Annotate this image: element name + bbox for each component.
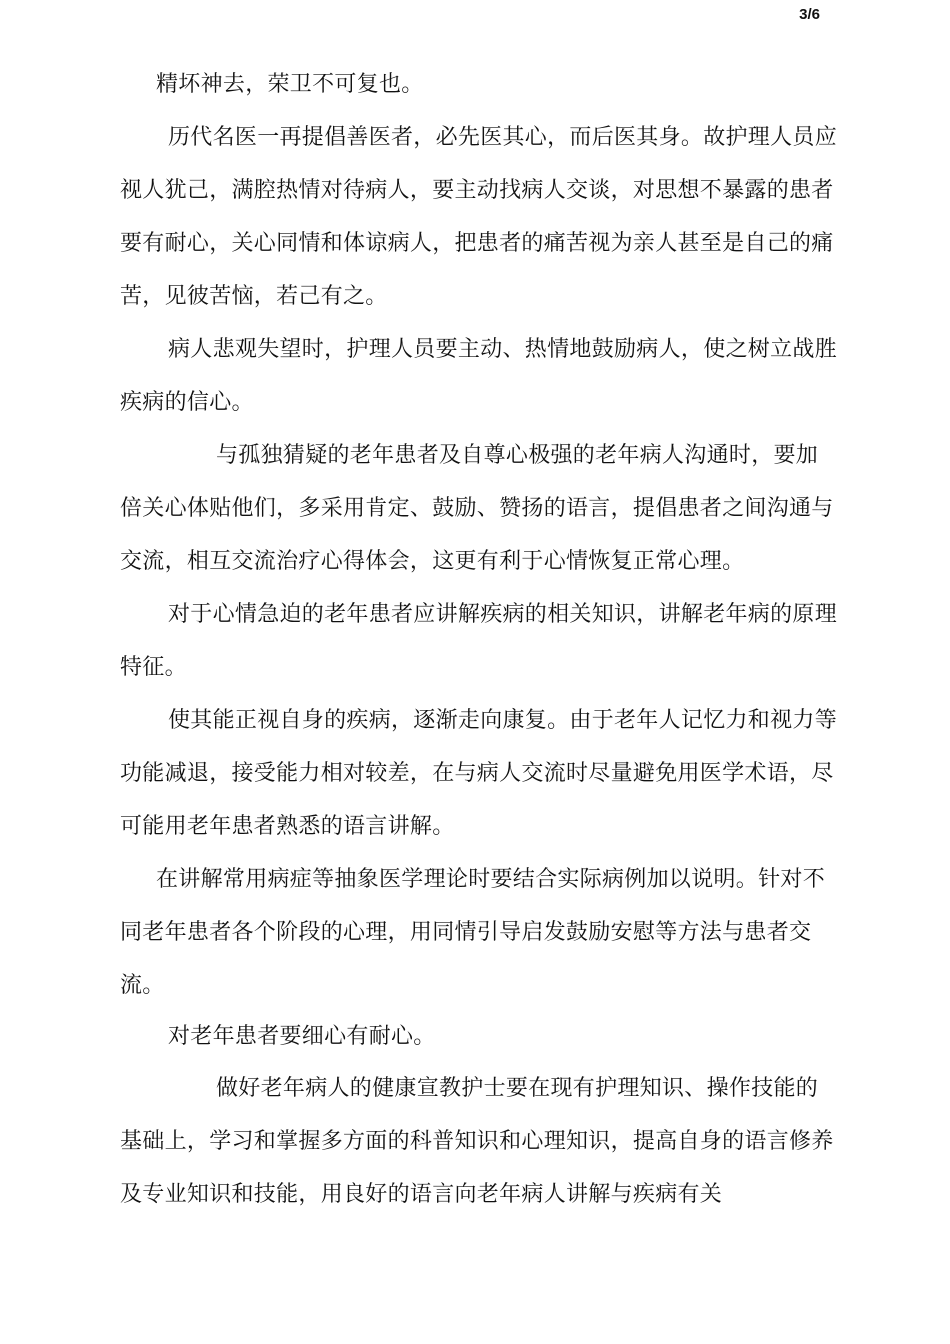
page-number: 3/6 — [799, 6, 820, 23]
paragraph-1: 精坏神去，荣卫不可复也。 — [156, 72, 424, 97]
paragraph-3: 病人悲观失望时，护理人员要主动、热情地鼓励病人，使之树立战胜疾病的信心。 — [120, 337, 838, 415]
document-body — [120, 58, 840, 1221]
paragraph-4: 与孤独猜疑的老年患者及自尊心极强的老年病人沟通时，要加倍关心体贴他们，多采用肯定、鼓励、赞扬的语言，提倡患者之间沟通与交流，相互交流治疗心得体会，这更有利于心情恢复正常心理。 — [120, 443, 834, 574]
paragraph-2: 历代名医一再提倡善医者，必先医其心，而后医其身。故护理人员应视人犹己，满腔热情对待病人，要主动找病人交谈，对思想不暴露的患者要有耐心，关心同情和体谅病人，把患者的痛苦视为亲人甚至是自己的痛苦，见彼苦恼，若己有之。 — [120, 125, 838, 309]
paragraph-8: 对老年患者要细心有耐心。 — [168, 1024, 436, 1049]
paragraph-7: 在讲解常用病症等抽象医学理论时要结合实际病例加以说明。针对不同老年患者各个阶段的心理，用同情引导启发鼓励安慰等方法与患者交流。 — [120, 867, 826, 998]
paragraph-5: 对于心情急迫的老年患者应讲解疾病的相关知识，讲解老年病的原理特征。 — [120, 602, 838, 680]
paragraph-9: 做好老年病人的健康宣教护士要在现有护理知识、操作技能的基础上，学习和掌握多方面的科普知识和心理知识，提高自身的语言修养及专业知识和技能，用良好的语言向老年病人讲解与疾病有关 — [120, 1076, 834, 1207]
paragraph-6: 使其能正视自身的疾病，逐渐走向康复。由于老年人记忆力和视力等功能减退，接受能力相对较差，在与病人交流时尽量避免用医学术语，尽可能用老年患者熟悉的语言讲解。 — [120, 708, 838, 839]
